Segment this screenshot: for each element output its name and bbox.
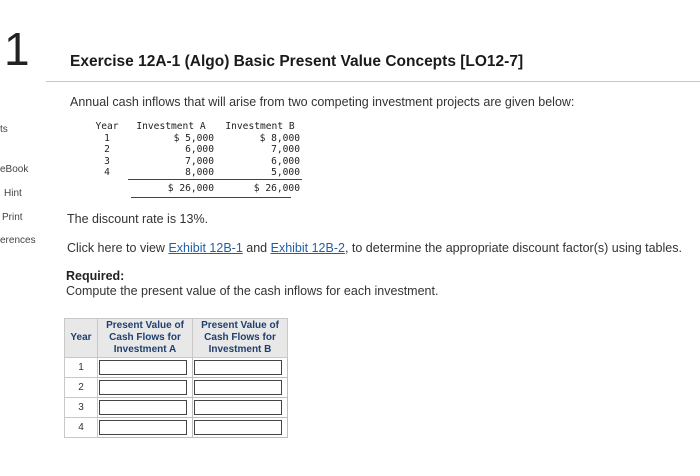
pv-investment-b-year-1-input[interactable] [194, 360, 282, 375]
answer-table [64, 318, 288, 438]
row-value-b: $ 8,000 [259, 132, 300, 144]
exhibit-instructions [67, 241, 682, 255]
header-line: Present Value of [201, 320, 279, 331]
table-row [86, 133, 302, 145]
row-year: 4 [104, 167, 110, 179]
answer-row [65, 378, 288, 398]
total-investment-a: $ 26,000 [167, 182, 214, 194]
click-prefix: Click here to view [67, 241, 169, 255]
row-value-b: 5,000 [220, 167, 302, 179]
pv-investment-b-year-4-input[interactable] [194, 420, 282, 435]
header-line: Present Value of [106, 320, 184, 331]
row-year: 3 [104, 155, 110, 167]
total-investment-b: $ 26,000 [253, 182, 300, 194]
answer-header-investment-a [98, 319, 193, 358]
exhibit-12b-1-link[interactable]: Exhibit 12B-1 [168, 241, 243, 255]
answer-year: 3 [65, 398, 98, 418]
row-value-b: 6,000 [271, 155, 300, 167]
answer-table-header [65, 319, 288, 358]
header-line: Investment B [208, 344, 272, 355]
row-year: 2 [104, 144, 110, 155]
table-row [86, 144, 302, 156]
header-investment-a: Investment A [136, 121, 206, 132]
row-value-a: 8,000 [128, 167, 220, 179]
row-value-a: 7,000 [185, 155, 214, 167]
header-line: Investment A [113, 344, 177, 355]
investment-table [86, 121, 302, 194]
exhibit-12b-2-link[interactable]: Exhibit 12B-2 [270, 241, 345, 255]
answer-row [65, 418, 288, 438]
sidebar-item-points[interactable]: ts [0, 124, 8, 135]
pv-investment-a-year-1-input[interactable] [99, 360, 187, 375]
sidebar-item-hint[interactable]: Hint [4, 188, 22, 199]
question-number: 1 [4, 23, 30, 75]
totals-row [86, 179, 302, 194]
header-investment-b: Investment B [225, 121, 295, 132]
pv-investment-a-year-4-input[interactable] [99, 420, 187, 435]
answer-row [65, 358, 288, 378]
click-suffix: , to determine the appropriate discount factor(s) using tables. [344, 241, 682, 255]
answer-header-year: Year [65, 319, 98, 358]
sidebar-item-ebook[interactable]: eBook [0, 164, 29, 175]
table-row [86, 156, 302, 168]
pv-investment-a-year-2-input[interactable] [99, 380, 187, 395]
sidebar-item-references[interactable]: erences [0, 235, 36, 246]
answer-row [65, 398, 288, 418]
investment-table-header [86, 121, 302, 133]
answer-year: 2 [65, 378, 98, 398]
required-label: Required: [66, 269, 125, 283]
row-value-a: $ 5,000 [173, 132, 214, 144]
discount-rate-text: The discount rate is 13%. [67, 212, 209, 226]
pv-investment-b-year-2-input[interactable] [194, 380, 282, 395]
header-line: Cash Flows for [109, 332, 181, 343]
row-value-a: 6,000 [185, 144, 214, 155]
answer-header-investment-b [193, 319, 288, 358]
header-year: Year [95, 121, 119, 132]
click-middle: and [242, 241, 271, 255]
pv-investment-a-year-3-input[interactable] [99, 400, 187, 415]
answer-year: 4 [65, 418, 98, 438]
total-underline [131, 197, 291, 198]
table-row [86, 167, 302, 179]
intro-text: Annual cash inflows that will arise from two competing investment projects are given below: [70, 95, 575, 109]
row-year: 1 [104, 132, 110, 144]
answer-year: 1 [65, 358, 98, 378]
pv-investment-b-year-3-input[interactable] [194, 400, 282, 415]
sidebar-item-print[interactable]: Print [2, 212, 23, 223]
row-value-b: 7,000 [271, 144, 300, 155]
header-line: Cash Flows for [204, 332, 276, 343]
title-divider [46, 81, 700, 82]
exercise-title: Exercise 12A-1 (Algo) Basic Present Value Concepts [LO12-7] [70, 53, 524, 70]
required-text: Compute the present value of the cash inflows for each investment. [66, 284, 439, 298]
